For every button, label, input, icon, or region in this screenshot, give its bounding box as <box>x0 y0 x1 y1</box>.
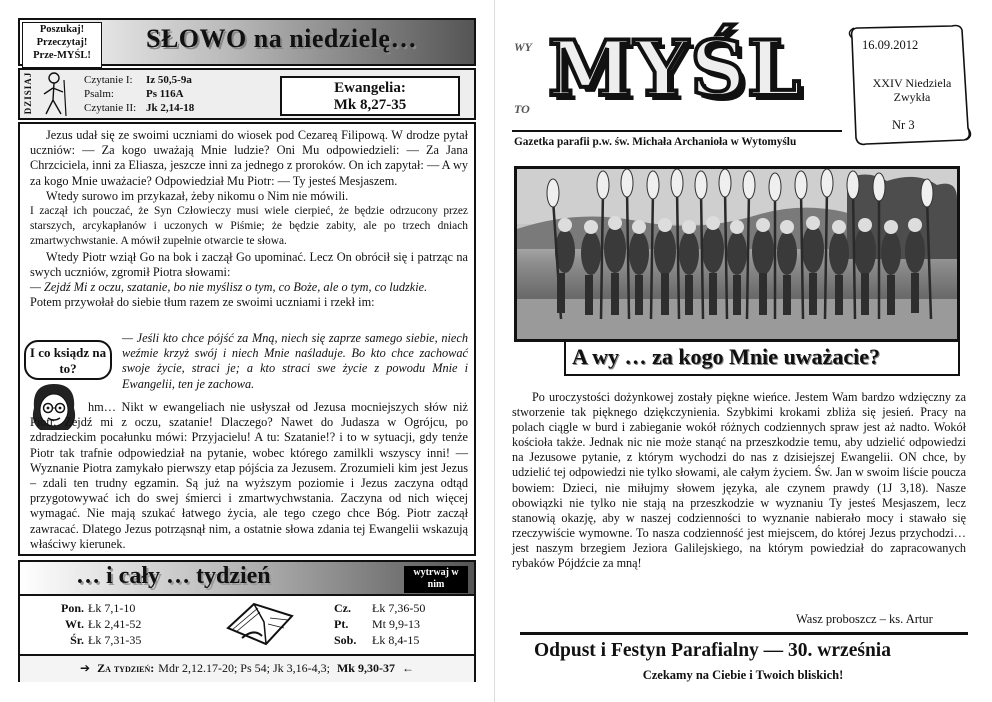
kicker-line-2: Przeczytaj! <box>36 37 88 48</box>
kicker-line-3: Prze-MYŚL! <box>33 50 91 61</box>
photo-caption: A wy … za kogo Mnie uważacie? <box>572 344 880 369</box>
week-row: Śr. Łk 7,31-35 <box>70 633 142 647</box>
side-label: DZISIAJ <box>23 71 33 115</box>
week-row: Pt. Mt 9,9-13 <box>334 617 420 631</box>
issue-number: Nr 3 <box>892 118 915 132</box>
week-left-list <box>46 600 141 648</box>
arrow-left-icon: ← <box>401 661 414 675</box>
masthead-wy: WY <box>514 40 532 54</box>
issue-date: 16.09.2012 <box>862 38 919 52</box>
masthead-subtitle: Gazetka parafii p.w. św. Michała Archanioła w Wytomyślu <box>514 136 797 148</box>
event-rule <box>520 632 968 635</box>
arrow-right-icon: ➔ <box>80 661 91 675</box>
gospel-paragraph: Potem przywołał do siebie tłum razem ze swoimi uczniami i rzekł im: <box>30 295 375 310</box>
week-right-list <box>334 600 425 648</box>
week-title: … i cały … tydzień <box>76 563 271 589</box>
gospel-box <box>280 76 460 116</box>
open-bible-icon <box>224 598 296 650</box>
left-page <box>18 18 476 682</box>
readings-list <box>84 73 194 115</box>
gospel-paragraph: Jezus udał się ze swoimi uczniami do wiosek pod Cezareą Filipową. W drodze pytał uczniów: — Za kogo uważają Mnie ludzie? Oni Mu odpowiedzieli: — Za Jana Chrzciciela, inni za Eliasza, jeszcze inni za jednego z proroków. On ich zapytał: — A wy za kogo Mnie uważacie? Odpowiedział Mu Piotr: — Ty jesteś Mesjaszem. <box>30 128 468 188</box>
walker-figure-icon <box>38 70 70 118</box>
week-row: Cz. Łk 7,36-50 <box>334 601 426 615</box>
week-footer: ➔ Za tydzień: Mdr 2,12.17-20; Ps 54; Jk 3,16-4,3; Mk 9,30-37 ← <box>20 654 474 682</box>
pastor-letter: Po uroczystości dożynkowej zostały piękne wieńce. Jestem Wam bardzo wdzięczny za stworzenie tak pięknego dziękczynienia. Szybkimi krokami zbliża się jesień. Pracy na polach ciągle w burd i zabieganie wokół różnych codziennych spraw jest aż nadto. Wokół kościoła także. Jednak nic nie może stanąć na przeszkodzie temu, aby udzielić odpowiedzi na Jezusowe pytanie, z którym wychodzi do nas z dzisiejszej Ewangelii. ON chce, by udzielić tej odpowiedzi nie tylko słowami, ale całym życiem. Św. Jan w swoim liście poucza bowiem: Dzieci, nie miłujmy słowem języka, ale czynem prawdy (1J 3,18). Nasze obowiązki nie tylko nie stają na przeszkodzie w wyznaniu Ty jesteś Mesjaszem, lecz stanowią okazję, aby w naszej codzienności to wyznanie nabierało mocy i stawało się rzeczywiście wymowne. To nasza codzienność jest miejscem, do której Jezus przychodzi… jest naszym brzegiem Jeziora Galilejskiego, na którym powiedział do zapracowanych rybaków Pójdźcie za mną! <box>512 390 966 571</box>
gospel-paragraph: Wtedy Piotr wziął Go na bok i zaczął Go upominać. Lecz On obrócił się i patrząc na swych uczniów, zgromił Piotra słowami: <box>30 249 468 279</box>
kicker-box <box>22 22 102 68</box>
gospel-paragraph: — Zejdź Mi z oczu, szatanie, bo nie myślisz o tym, co Boże, ale o tym, co ludzkie. <box>30 280 428 295</box>
kicker-line-1: Poszukaj! <box>39 24 85 35</box>
speech-bubble: I co ksiądz na to? <box>24 340 112 380</box>
issue-sunday: XXIV Niedziela Zwykła <box>872 76 952 104</box>
group-photo <box>514 166 960 342</box>
reading-row: Psalm: Ps 116A <box>84 88 184 100</box>
reading-row: Czytanie II: Jk 2,14-18 <box>84 102 195 114</box>
week-row: Pon. Łk 7,1-10 <box>60 601 136 615</box>
masthead-rule <box>512 130 842 132</box>
masthead-to: TO <box>514 102 530 116</box>
gospel-label: Ewangelia: <box>334 80 406 96</box>
signature: Wasz proboszcz – ks. Artur <box>796 612 933 626</box>
event-title: Odpust i Festyn Parafialny — 30. września <box>534 640 891 661</box>
gospel-ref: Mk 8,27-35 <box>333 97 407 113</box>
page-title: SŁOWO na niedzielę… <box>146 24 417 53</box>
gospel-paragraph: I zaczął ich pouczać, że Syn Człowieczy musi wiele cierpieć, że będzie odrzucony przez starszych, arcykapłanów i uczonych w Piśmie; że będzie zabity, ale po trzech dniach zmartwychwstanie. A mówił zupełnie otwarcie te słowa. <box>30 205 468 248</box>
week-row: Sob. Łk 8,4-15 <box>334 633 420 647</box>
masthead-logo: MYŚL <box>548 24 803 113</box>
week-hint: wytrwaj w nim <box>404 566 468 593</box>
right-page <box>512 18 974 682</box>
kayakers-photo-image <box>517 169 957 339</box>
gospel-paragraph: Wtedy surowo im przykazał, żeby nikomu o Nim nie mówili. <box>46 188 349 203</box>
gospel-final-quote: — Jeśli kto chce pójść za Mną, niech się zaprze samego siebie, niech weźmie krzyż swój i niech Mnie naśladuje. Bo kto chce zachować swoje życie, straci je; a kto straci swe życie z powodu Mnie i Ewangelii, ten je zachowa. <box>122 331 468 391</box>
commentary-text: hm… Nikt w ewangeliach nie usłyszał od Jezusa mocniejszych słów niż Piotr. Zejdź mi z oczu, szatanie! Dlaczego? Nawet do Judasza w Ogrójcu, po zdradzieckim pocałunku mówi: Przyjacielu! A tu: Szatanie!? i to w sytuacji, gdy tenże Piotr tak trafnie odpowiedział na pytanie, wobec którego zamilkli wszyscy inni! — Wyznanie Piotra zamykało pierwszy etap pójścia za Jezusem. Zrozumieli kim jest Jezus – zdali ten trudny egzamin. Są już na wyższym poziomie i Jezus zaczyna odtąd przygotowywać ich do swej śmierci i zmartwychwstania. Zaczyna od nich więcej wymagać. Nie mają szukać łatwego życia, ale tego czego chce Bóg. Piotr zaczął zawracać. Dlatego Jezus potrząsnął nim, a ostatnie słowa zdania tej Ewangelii wskazują właściwy kierunek. <box>30 400 468 551</box>
masthead <box>512 18 842 130</box>
gospel-text <box>30 128 468 310</box>
reading-row: Czytanie I: Iz 50,5-9a <box>84 74 192 86</box>
page-fold <box>494 0 495 702</box>
event-subtitle: Czekamy na Ciebie i Twoich bliskich! <box>642 668 844 682</box>
week-row: Wt. Łk 2,41-52 <box>65 617 142 631</box>
